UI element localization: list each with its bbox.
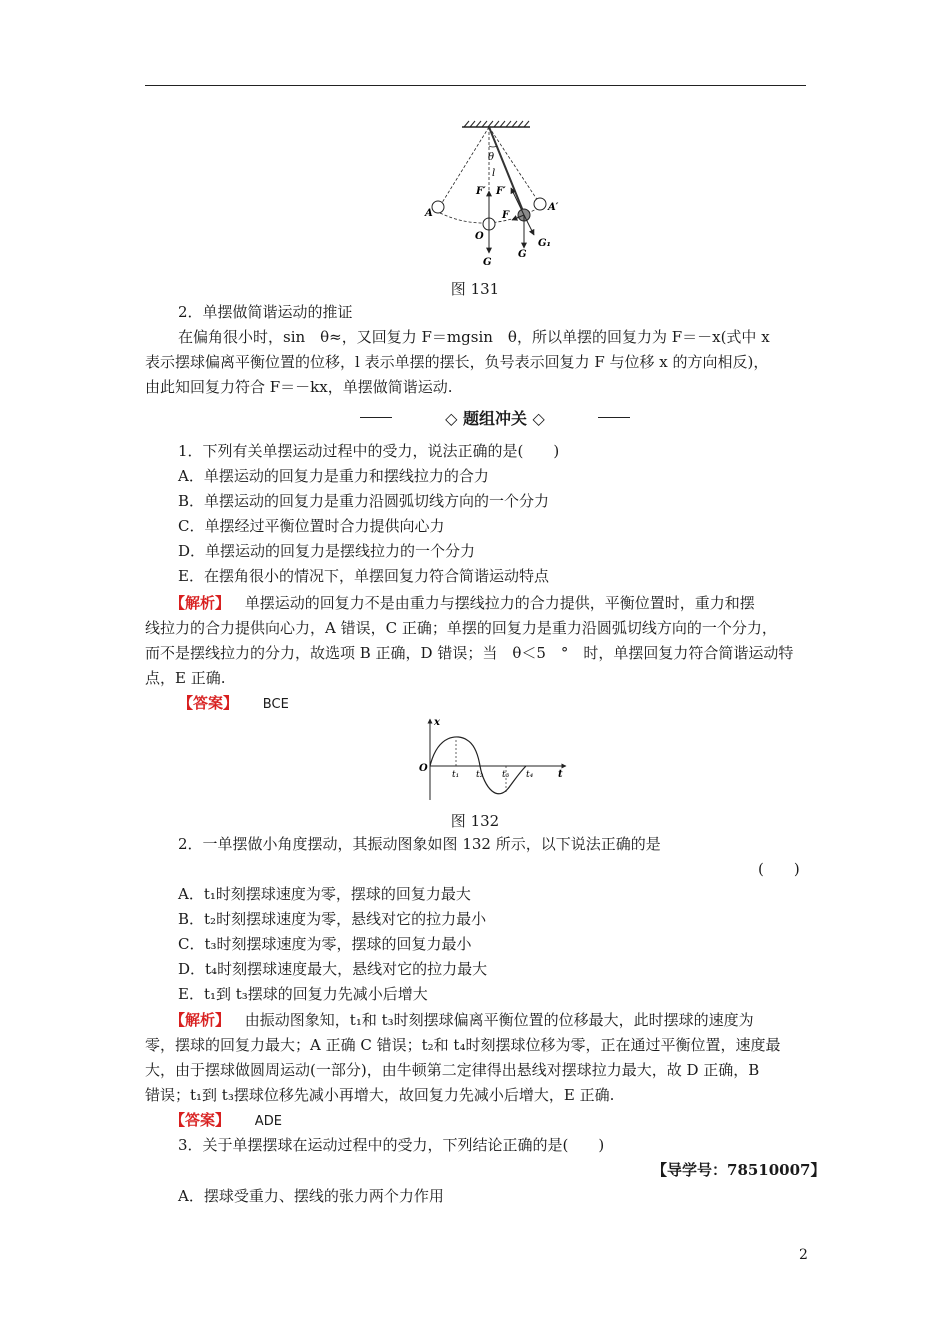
- q2-option-d: D．t₄时刻摆球速度最大，悬线对它的拉力最大: [178, 960, 488, 978]
- q3-stem: 3．关于单摆摆球在运动过程中的受力，下列结论正确的是( ): [178, 1136, 605, 1154]
- q1-analysis-line3: 而不是摆线拉力的分力，故选项 B 正确，D 错误；当 θ＜5 ° 时，单摆回复力符合简谐运动特: [145, 644, 794, 662]
- q1-analysis-text1: 单摆运动的回复力不是由重力与摆线拉力的合力提供，平衡位置时，重力和摆: [244, 594, 755, 612]
- label-f: F: [502, 210, 510, 221]
- graph-label-o: O: [419, 763, 428, 774]
- figure-132-caption: 图 132: [450, 812, 500, 830]
- label-g3: G₁: [538, 238, 551, 249]
- graph-label-x: x: [434, 717, 440, 728]
- label-g1: G: [483, 257, 492, 268]
- q1-analysis-line4: 点，E 正确.: [145, 669, 226, 687]
- page-number: 2: [799, 1247, 808, 1263]
- q1-option-d: D．单摆运动的回复力是摆线拉力的一个分力: [178, 542, 476, 560]
- q2-bracket: ( ): [758, 860, 800, 878]
- group-title: [360, 406, 630, 428]
- graph-label-t: t: [558, 769, 563, 780]
- label-g2: G: [518, 249, 527, 260]
- graph-label-t4: t₄: [526, 770, 534, 780]
- q1-analysis-tag: 【解析】: [170, 594, 231, 612]
- label-o: O: [475, 231, 484, 242]
- q1-stem: 1．下列有关单摆运动过程中的受力，说法正确的是( ): [178, 442, 560, 460]
- graph-label-t2: t₂: [476, 770, 484, 780]
- q2-option-a: A．t₁时刻摆球速度为零，摆球的回复力最大: [178, 885, 471, 903]
- q2-analysis-text1: 由振动图象知，t₁和 t₃时刻摆球偏离平衡位置的位移最大，此时摆球的速度为: [244, 1011, 754, 1029]
- q2-option-b: B．t₂时刻摆球速度为零，悬线对它的拉力最小: [178, 910, 487, 928]
- q3-guide-number: 【导学号：78510007】: [652, 1161, 826, 1179]
- label-theta: θ: [488, 152, 495, 163]
- pendulum-ball-a: [432, 201, 444, 213]
- q1-analysis-line2: 线拉力的合力提供向心力，A 错误，C 正确；单摆的回复力是重力沿圆弧切线方向的一个分力，: [145, 619, 777, 637]
- section2-heading: 2．单摆做简谐运动的推证: [178, 303, 353, 321]
- q1-option-b: B．单摆运动的回复力是重力沿圆弧切线方向的一个分力: [178, 492, 550, 510]
- q2-stem: 2．一单摆做小角度摆动，其振动图象如图 132 所示，以下说法正确的是: [178, 835, 661, 853]
- label-fp1: F′: [476, 186, 486, 197]
- q2-answer-tag: 【答案】: [170, 1111, 231, 1129]
- q2-option-c: C．t₃时刻摆球速度为零，摆球的回复力最小: [178, 935, 472, 953]
- group-title-left-rule: [360, 417, 392, 418]
- header-rule: [145, 85, 806, 86]
- section2-p3: 由此知回复力符合 F＝－kx，单摆做简谐运动.: [145, 378, 453, 396]
- q1-analysis-line1: [170, 593, 755, 613]
- figure-131-caption: 图 131: [450, 280, 500, 298]
- q1-option-e: E．在摆角很小的情况下，单摆回复力符合简谐运动特点: [178, 567, 549, 585]
- q1-answer-line: [178, 693, 289, 715]
- q3-option-a: A．摆球受重力、摆线的张力两个力作用: [178, 1187, 444, 1205]
- q1-option-c: C．单摆经过平衡位置时合力提供向心力: [178, 517, 445, 535]
- pendulum-figure: [420, 118, 580, 268]
- group-title-text: ◇ 题组冲关 ◇: [445, 409, 545, 428]
- label-fp2: F′: [496, 186, 506, 197]
- q2-answer-value: ADE: [254, 1114, 282, 1129]
- q1-answer-value: BCE: [262, 697, 289, 712]
- sine-curve: [430, 737, 526, 794]
- q2-analysis-line1: [170, 1010, 754, 1030]
- section2-p2: 表示摆球偏离平衡位置的位移，l 表示单摆的摆长，负号表示回复力 F 与位移 x 的方向相反)，: [145, 353, 769, 371]
- q1-answer-tag: 【答案】: [178, 694, 239, 712]
- pendulum-ball-ap: [534, 198, 546, 210]
- q1-option-a: A．单摆运动的回复力是重力和摆线拉力的合力: [178, 467, 489, 485]
- q2-analysis-tag: 【解析】: [170, 1011, 231, 1029]
- label-a: A: [425, 208, 433, 219]
- q2-analysis-line2: 零，摆球的回复力最大；A 正确 C 错误；t₂和 t₄时刻摆球位移为零，正在通过平衡位置，速度最: [145, 1036, 781, 1054]
- graph-label-t1: t₁: [452, 770, 460, 780]
- oscillation-graph: [418, 716, 578, 802]
- q2-answer-line: [170, 1110, 282, 1132]
- q2-option-e: E．t₁到 t₃摆球的回复力先减小后增大: [178, 985, 428, 1003]
- group-title-right-rule: [598, 417, 630, 418]
- label-ap: A′: [548, 202, 559, 213]
- label-l: l: [492, 168, 496, 179]
- section2-p1: 在偏角很小时，sin θ≈，又回复力 F＝mgsin θ，所以单摆的回复力为 F＝－x(式中 x: [178, 328, 770, 346]
- graph-label-t3: t₃: [502, 770, 510, 780]
- q2-analysis-line3: 大，由于摆球做圆周运动(一部分)，由牛顿第二定律得出悬线对摆球拉力最大，故 D 正确，B: [145, 1061, 760, 1079]
- q2-analysis-line4: 错误；t₁到 t₃摆球位移先减小再增大，故回复力先减小后增大，E 正确.: [145, 1086, 615, 1104]
